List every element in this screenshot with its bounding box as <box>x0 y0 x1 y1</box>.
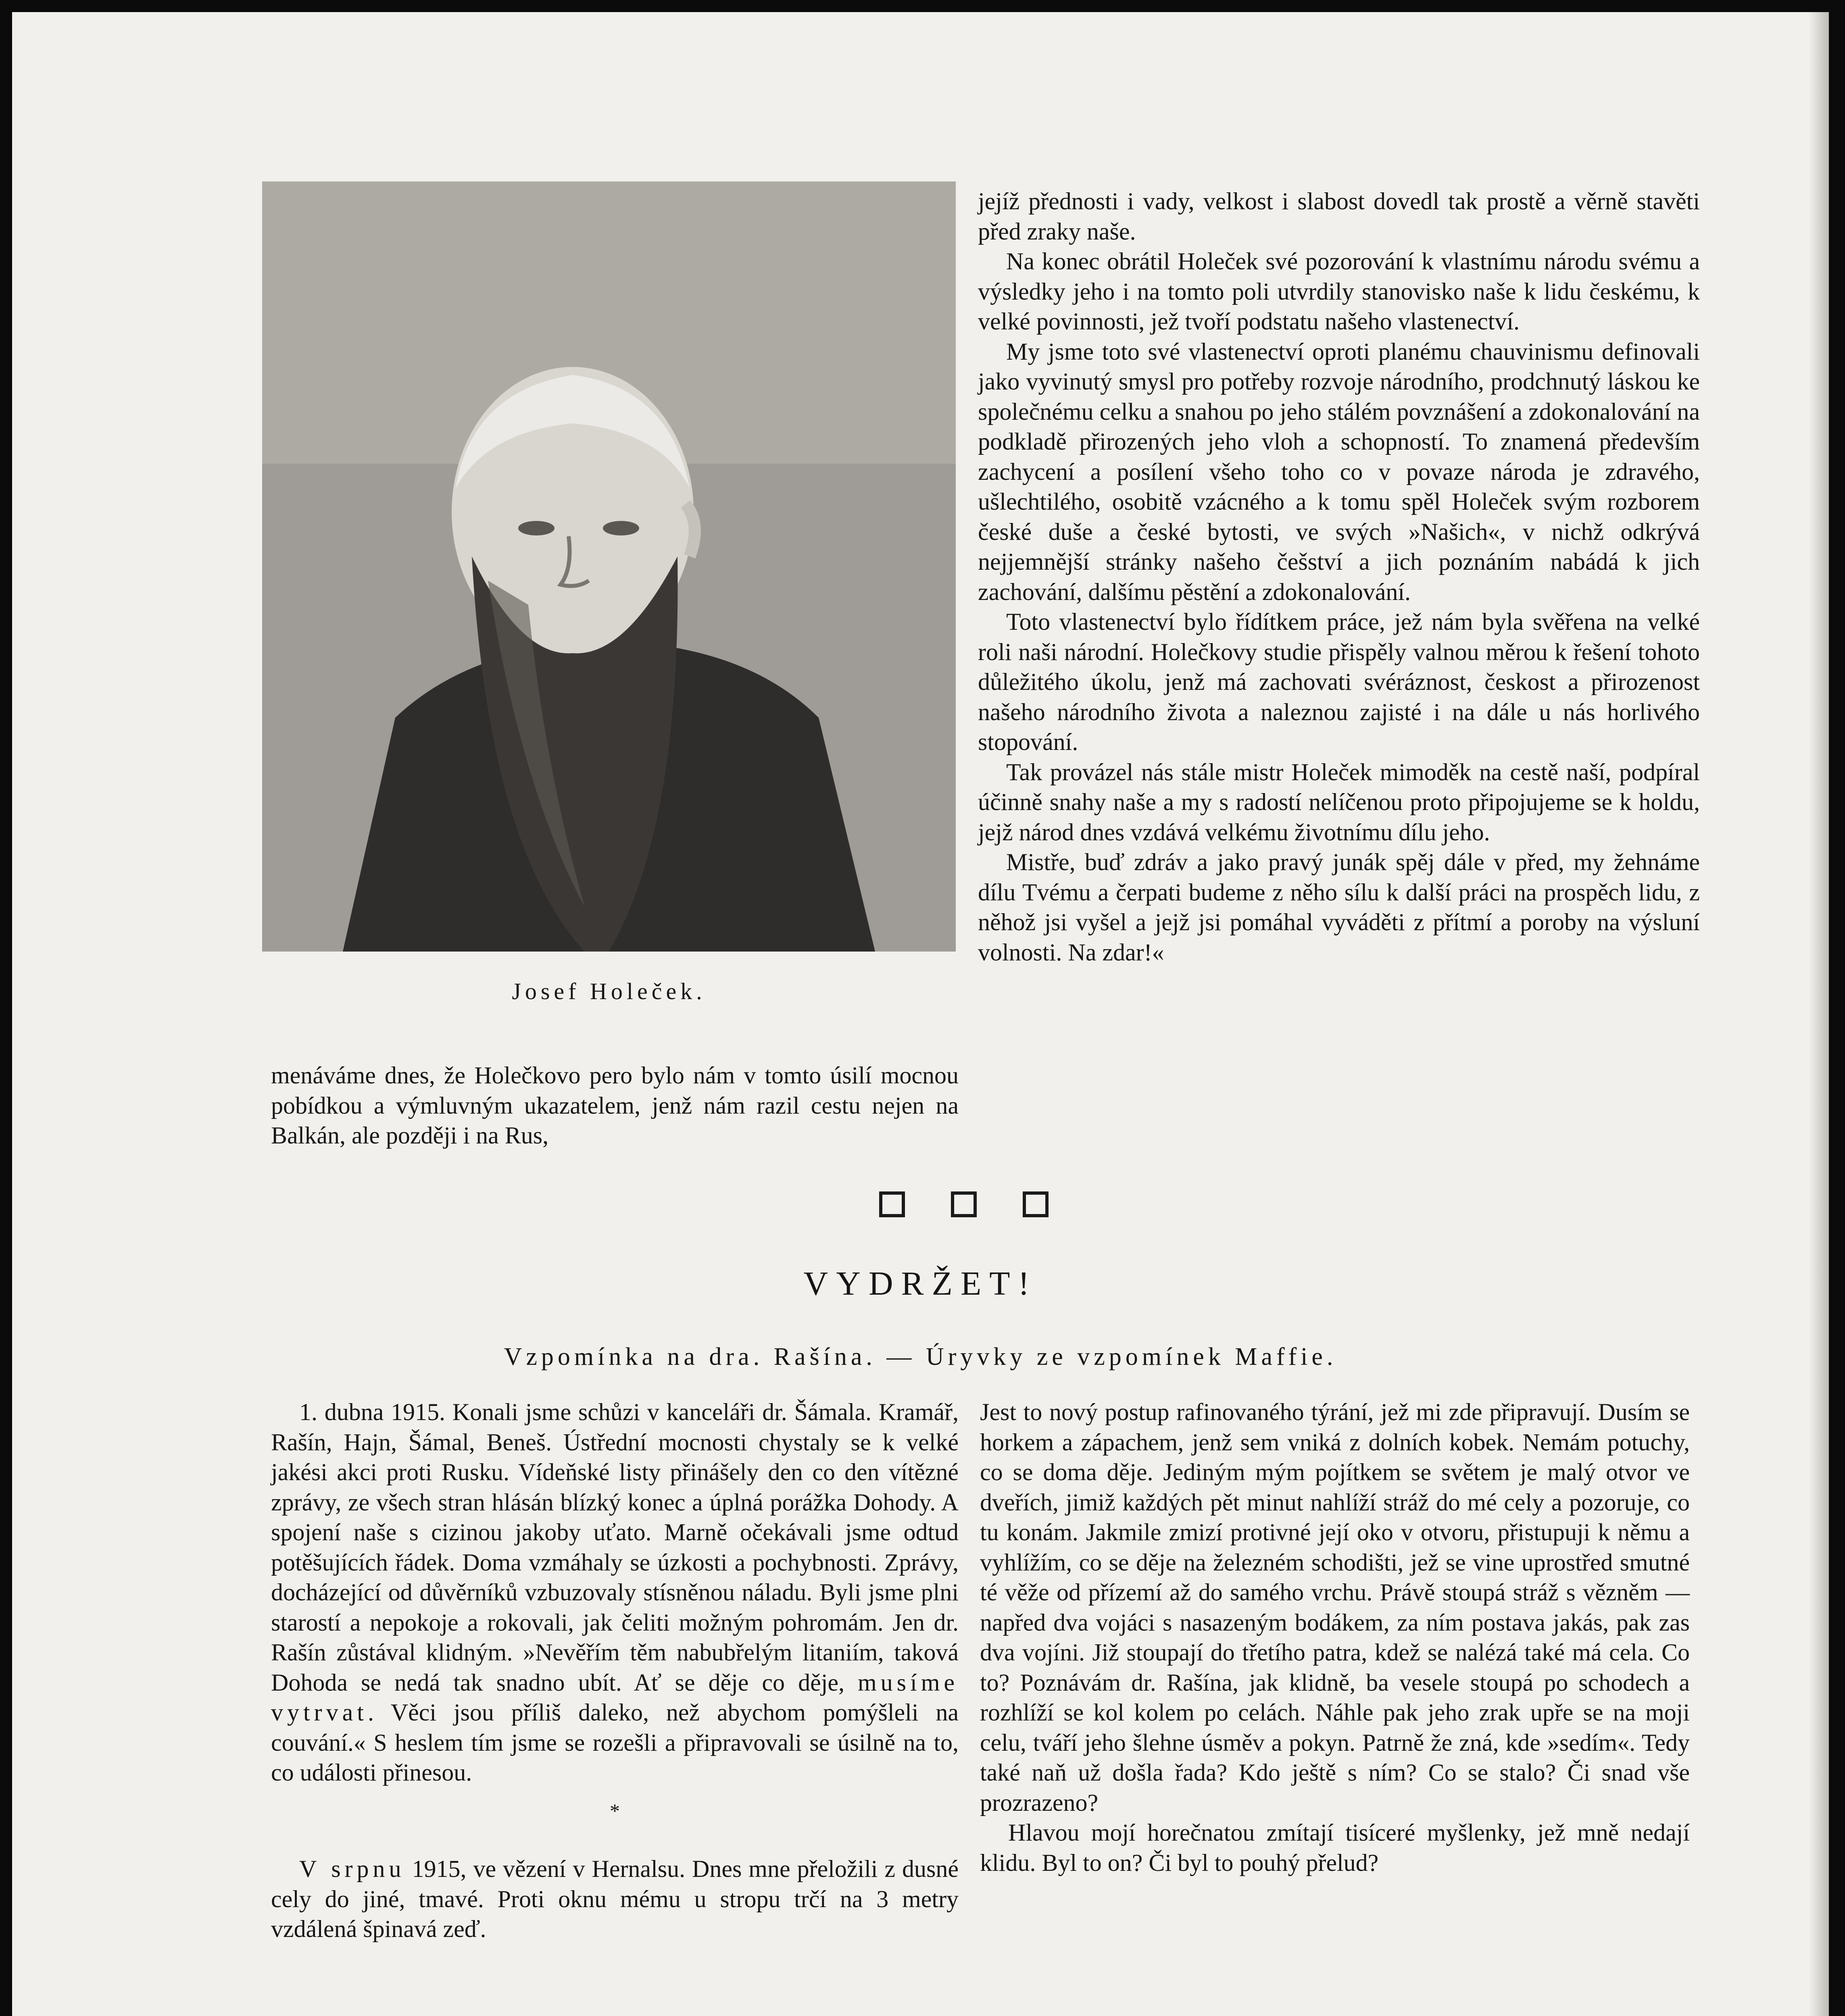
paragraph: Na konec obrátil Holeček své pozorování k vlastnímu národu svému a výsledky jeho i na tomto poli utvrdily stanovisko naše k lidu českému, k velké povinnosti, jež tvoří podstatu našeho vlastenectví. <box>978 248 1700 335</box>
square-ornament-icon <box>951 1191 977 1217</box>
paragraph <box>271 1397 959 1788</box>
left-column-top <box>271 1060 959 1151</box>
section-break-asterisk: * <box>610 1799 620 1822</box>
portrait-illustration <box>262 181 956 952</box>
paragraph <box>271 1854 959 1944</box>
right-column-top <box>978 186 1700 967</box>
square-ornament-icon <box>879 1191 905 1217</box>
photo-caption: Josef Holeček. <box>512 978 706 1004</box>
paragraph: Mistře, buď zdráv a jako pravý junák spěj dále v před, my žehnáme dílu Tvému a čerpati budeme z něho sílu k další práci na prospěch lidu, z něhož jsi vyšel a jejž jsi pomáhal vyváděti z přítmí a poroby na výsluní volnosti. Na zdar!« <box>978 849 1700 966</box>
article-right-column <box>980 1397 1690 1878</box>
paragraph: Jest to nový postup rafinovaného týrání, jež mi zde připravují. Dusím se horkem a zápachem, jenž sem vniká z dolních kobek. Nemám potuchy, co se doma děje. Jediným mým pojítkem se světem je malý otvor ve dveřích, jimiž každých pět minut nahlíží stráž do mé cely a pozoruje, co tu konám. Jakmile zmizí protivné její oko v otvoru, přistupuji k němu a vyhlížím, co se děje na železném schodišti, jež se vine uprostřed smutné té věže od přízemí až do samého vrchu. Právě stoupá stráž s vězněm — napřed dva vojáci s nasazeným bodákem, za ním postava jakás, pak zas dva vojíni. Již stoupají do třetího patra, kdež se nalézá také má cela. Co to? Poznávám dr. Rašína, jak klidně, ba vesele stoupá po schodech a rozhlíží se kol kolem po celách. Náhle pak jeho zrak upře se na moji celu, tváří jeho šlehne úsměv a pokyn. Patrně že zná, kde »sedím«. Tedy také naň už došla řada? Kdo ještě s ním? Co se stalo? Či snad vše prozrazeno? <box>980 1399 1690 1816</box>
paragraph-text: 1915, ve vězení v Hernalsu. Dnes mne přeložili z dusné cely do jiné, tmavé. Proti oknu mému u stropu trčí na 3 metry vzdálená špinavá zeď. <box>271 1856 959 1942</box>
portrait-photo <box>262 181 956 952</box>
emphasis-text: V srpnu <box>299 1856 405 1882</box>
square-ornament-icon <box>1023 1191 1049 1217</box>
section-divider <box>879 1191 1049 1216</box>
magazine-page <box>12 12 1829 2016</box>
paragraph: Toto vlastenectví bylo řídítkem práce, jež nám byla svěřena na velké roli naši národní. Holečkovy studie přispěly valnou měrou k řešení tohoto důležitého úkolu, jenž má zachovati svéráznost, českost a přirozenost našeho národního života a naleznou zajisté i na dále u nás horlivého stopování. <box>978 608 1700 755</box>
article-subtitle: Vzpomínka na dra. Rašína. — Úryvky ze vzpomínek Maffie. <box>504 1343 1337 1370</box>
emphasis-text: musíme vytrvat <box>271 1669 959 1726</box>
paragraph: jejíž přednosti i vady, velkost i slabost dovedl tak prostě a věrně stavěti před zraky naše. <box>978 188 1700 245</box>
paragraph: Hlavou mojí horečnatou zmítají tisíceré myšlenky, jež mně nedají klidu. Byl to on? Či byl to pouhý přelud? <box>980 1819 1690 1876</box>
paragraph: My jsme toto své vlastenectví oproti planému chauvinismu definovali jako vyvinutý smysl pro potřeby rozvoje národního, prodchnutý láskou ke společnému celku a snahou po jeho stálém povznášení a zdokonalování na podkladě přirozených jeho vloh a schopností. To znamená především zachycení a posílení všeho toho co v povaze národa je zdravého, ušlechtilého, osobitě vzácného a k tomu spěl Holeček svým rozborem české duše a české bytosti, ve svých »Našich«, v nichž odkrývá nejjemnější stránky našeho češství a jich poznáním nabádá k jich zachování, dalšímu pěstění a zdokonalování. <box>978 338 1700 605</box>
article-left-column <box>271 1397 959 1944</box>
paragraph-text: . Věci jsou příliš daleko, než abychom pomýšleli na couvání.« S heslem tím jsme se rozešli a připravovali se úsilně na to, co události přinesou. <box>271 1699 959 1786</box>
paragraph: menáváme dnes, že Holečkovo pero bylo nám v tomto úsilí mocnou pobídkou a výmluvným ukazatelem, jenž nám razil cestu nejen na Balkán, ale později i na Rus, <box>271 1062 959 1149</box>
article-title: VYDRŽET! <box>803 1265 1038 1302</box>
paragraph-text: 1. dubna 1915. Konali jsme schůzi v kanceláři dr. Šámala. Kramář, Rašín, Hajn, Šámal, Beneš. Ústřední mocnosti chystaly se k velké jakési akci proti Rusku. Vídeňské listy přinášely den co den vítězné zprávy, ze všech stran hlásán blízký konec a úplná porážka Dohody. A spojení naše s cizinou jakoby uťato. Marně očekávali jsme odtud potěšujících řádek. Doma vzmáhaly se úzkosti a pochybnosti. Zprávy, docházející od důvěrníků vzbuzovaly stísněnou náladu. Byli jsme plni starostí a nepokoje a rokovali, jak čeliti možným pohromám. Jen dr. Rašín zůstával klidným. »Nevěřím těm nabubřelým litaniím, taková Dohoda se nedá tak snadno ubít. Ať se děje co děje, <box>271 1399 959 1696</box>
paragraph: Tak provázel nás stále mistr Holeček mimoděk na cestě naší, podpíral účinně snahy naše a my s radostí nelíčenou proto připojujeme se k holdu, jejž národ dnes vzdává velkému životnímu dílu jeho. <box>978 758 1700 846</box>
